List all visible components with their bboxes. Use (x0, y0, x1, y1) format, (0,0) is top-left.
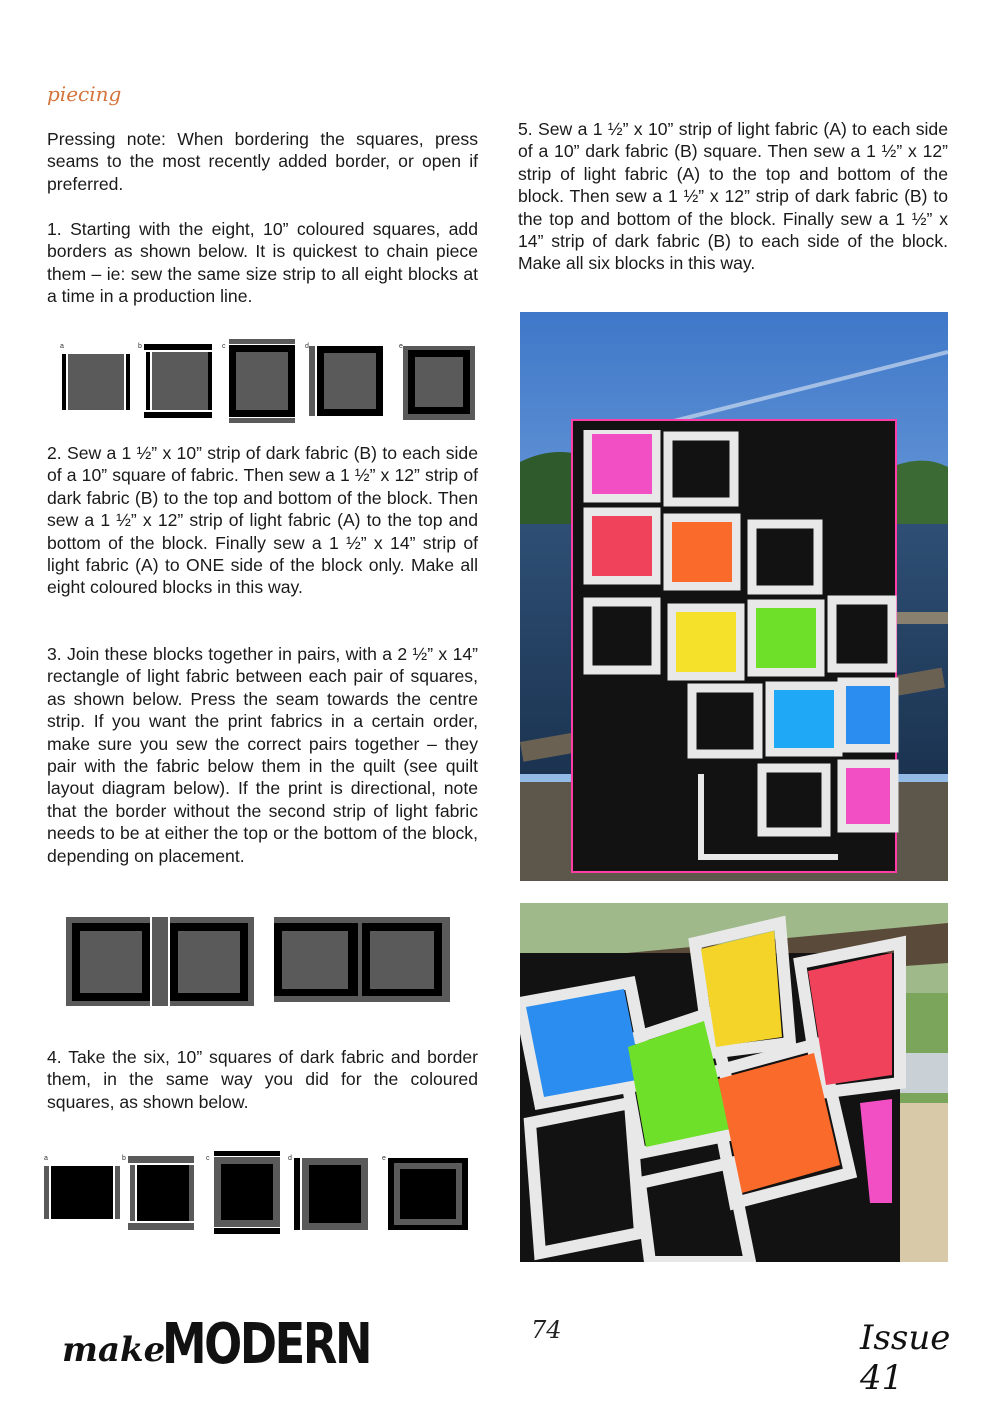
logo-make-text: make (62, 1330, 166, 1370)
step-3-paragraph: 3. Join these blocks together in pairs, with a 2 ½” x 14” rectangle of light fabric between each pair of squares, as shown below. Press the seam towards the centre strip. If you want the print fabrics in a certain order, make sure you sew the correct pairs together – they pair with the fabric below them in the quilt (see quilt layout diagram below). If the print is directional, note that the border without the second strip of light fabric needs to be at either the top or the bottom of the block, depending on placement. (47, 644, 478, 866)
diagram-label-d: d (305, 343, 309, 350)
diagram-label-e: e (382, 1155, 386, 1162)
section-heading: piecing (47, 82, 122, 106)
diagram-label-a: a (60, 343, 64, 350)
diagram-label-b: b (138, 343, 142, 350)
quilt-grid-overlay (580, 430, 900, 870)
quilt-tree-photo (520, 903, 948, 1262)
make-modern-logo (62, 1310, 371, 1380)
pressing-note-paragraph: Pressing note: When bordering the squares, press seams to the most recently added border, or open if preferred. (47, 129, 478, 194)
diagram-label-a: a (44, 1155, 48, 1162)
step-4-paragraph: 4. Take the six, 10” squares of dark fabric and border them, in the same way you did for the coloured squares, as shown below. (47, 1047, 478, 1112)
step-1-paragraph: 1. Starting with the eight, 10” coloured squares, add borders as shown below. It is quickest to chain piece them – ie: sew the same size strip to all eight blocks at a time in a production line. (47, 219, 478, 307)
diagram-label-c: c (222, 343, 226, 350)
page-number: 74 (531, 1316, 562, 1344)
coloured-block-diagram (58, 338, 478, 424)
step-5-paragraph: 5. Sew a 1 ½” x 10” strip of light fabric (A) to each side of a 10” dark fabric (B) square. Then sew a 1 ½” x 12” strip of light fabric (A) to the top and bottom of the block. Then sew a 1 ½” x 12” strip of dark fabric (B) to the top and bottom of the block. Finally sew a 1 ½” x 14” strip of dark fabric (B) to each side of the block. Make all six blocks in this way. (518, 119, 948, 274)
dark-block-diagram (42, 1150, 472, 1236)
step-2-paragraph: 2. Sew a 1 ½” x 10” strip of dark fabric (B) to each side of a 10” square of fabric. Then sew a 1 ½” x 12” strip of dark fabric (B) to the top and bottom of the block. Then sew a 1 ½” x 12” strip of light fabric (A) to the top and bottom of the block. Finally sew a 1 ½” x 14” strip of light fabric (A) to ONE side of the block only. Make all eight coloured blocks in this way. (47, 443, 478, 598)
paired-blocks-diagram (66, 917, 450, 1007)
issue-label: Issue 41 (860, 1318, 951, 1398)
quilt-lake-photo (520, 312, 948, 881)
diagram-label-c: c (206, 1155, 210, 1162)
diagram-label-e: e (399, 343, 403, 350)
diagram-label-d: d (288, 1155, 292, 1162)
logo-modern-text: MODERN (162, 1312, 371, 1377)
diagram-label-b: b (122, 1155, 126, 1162)
